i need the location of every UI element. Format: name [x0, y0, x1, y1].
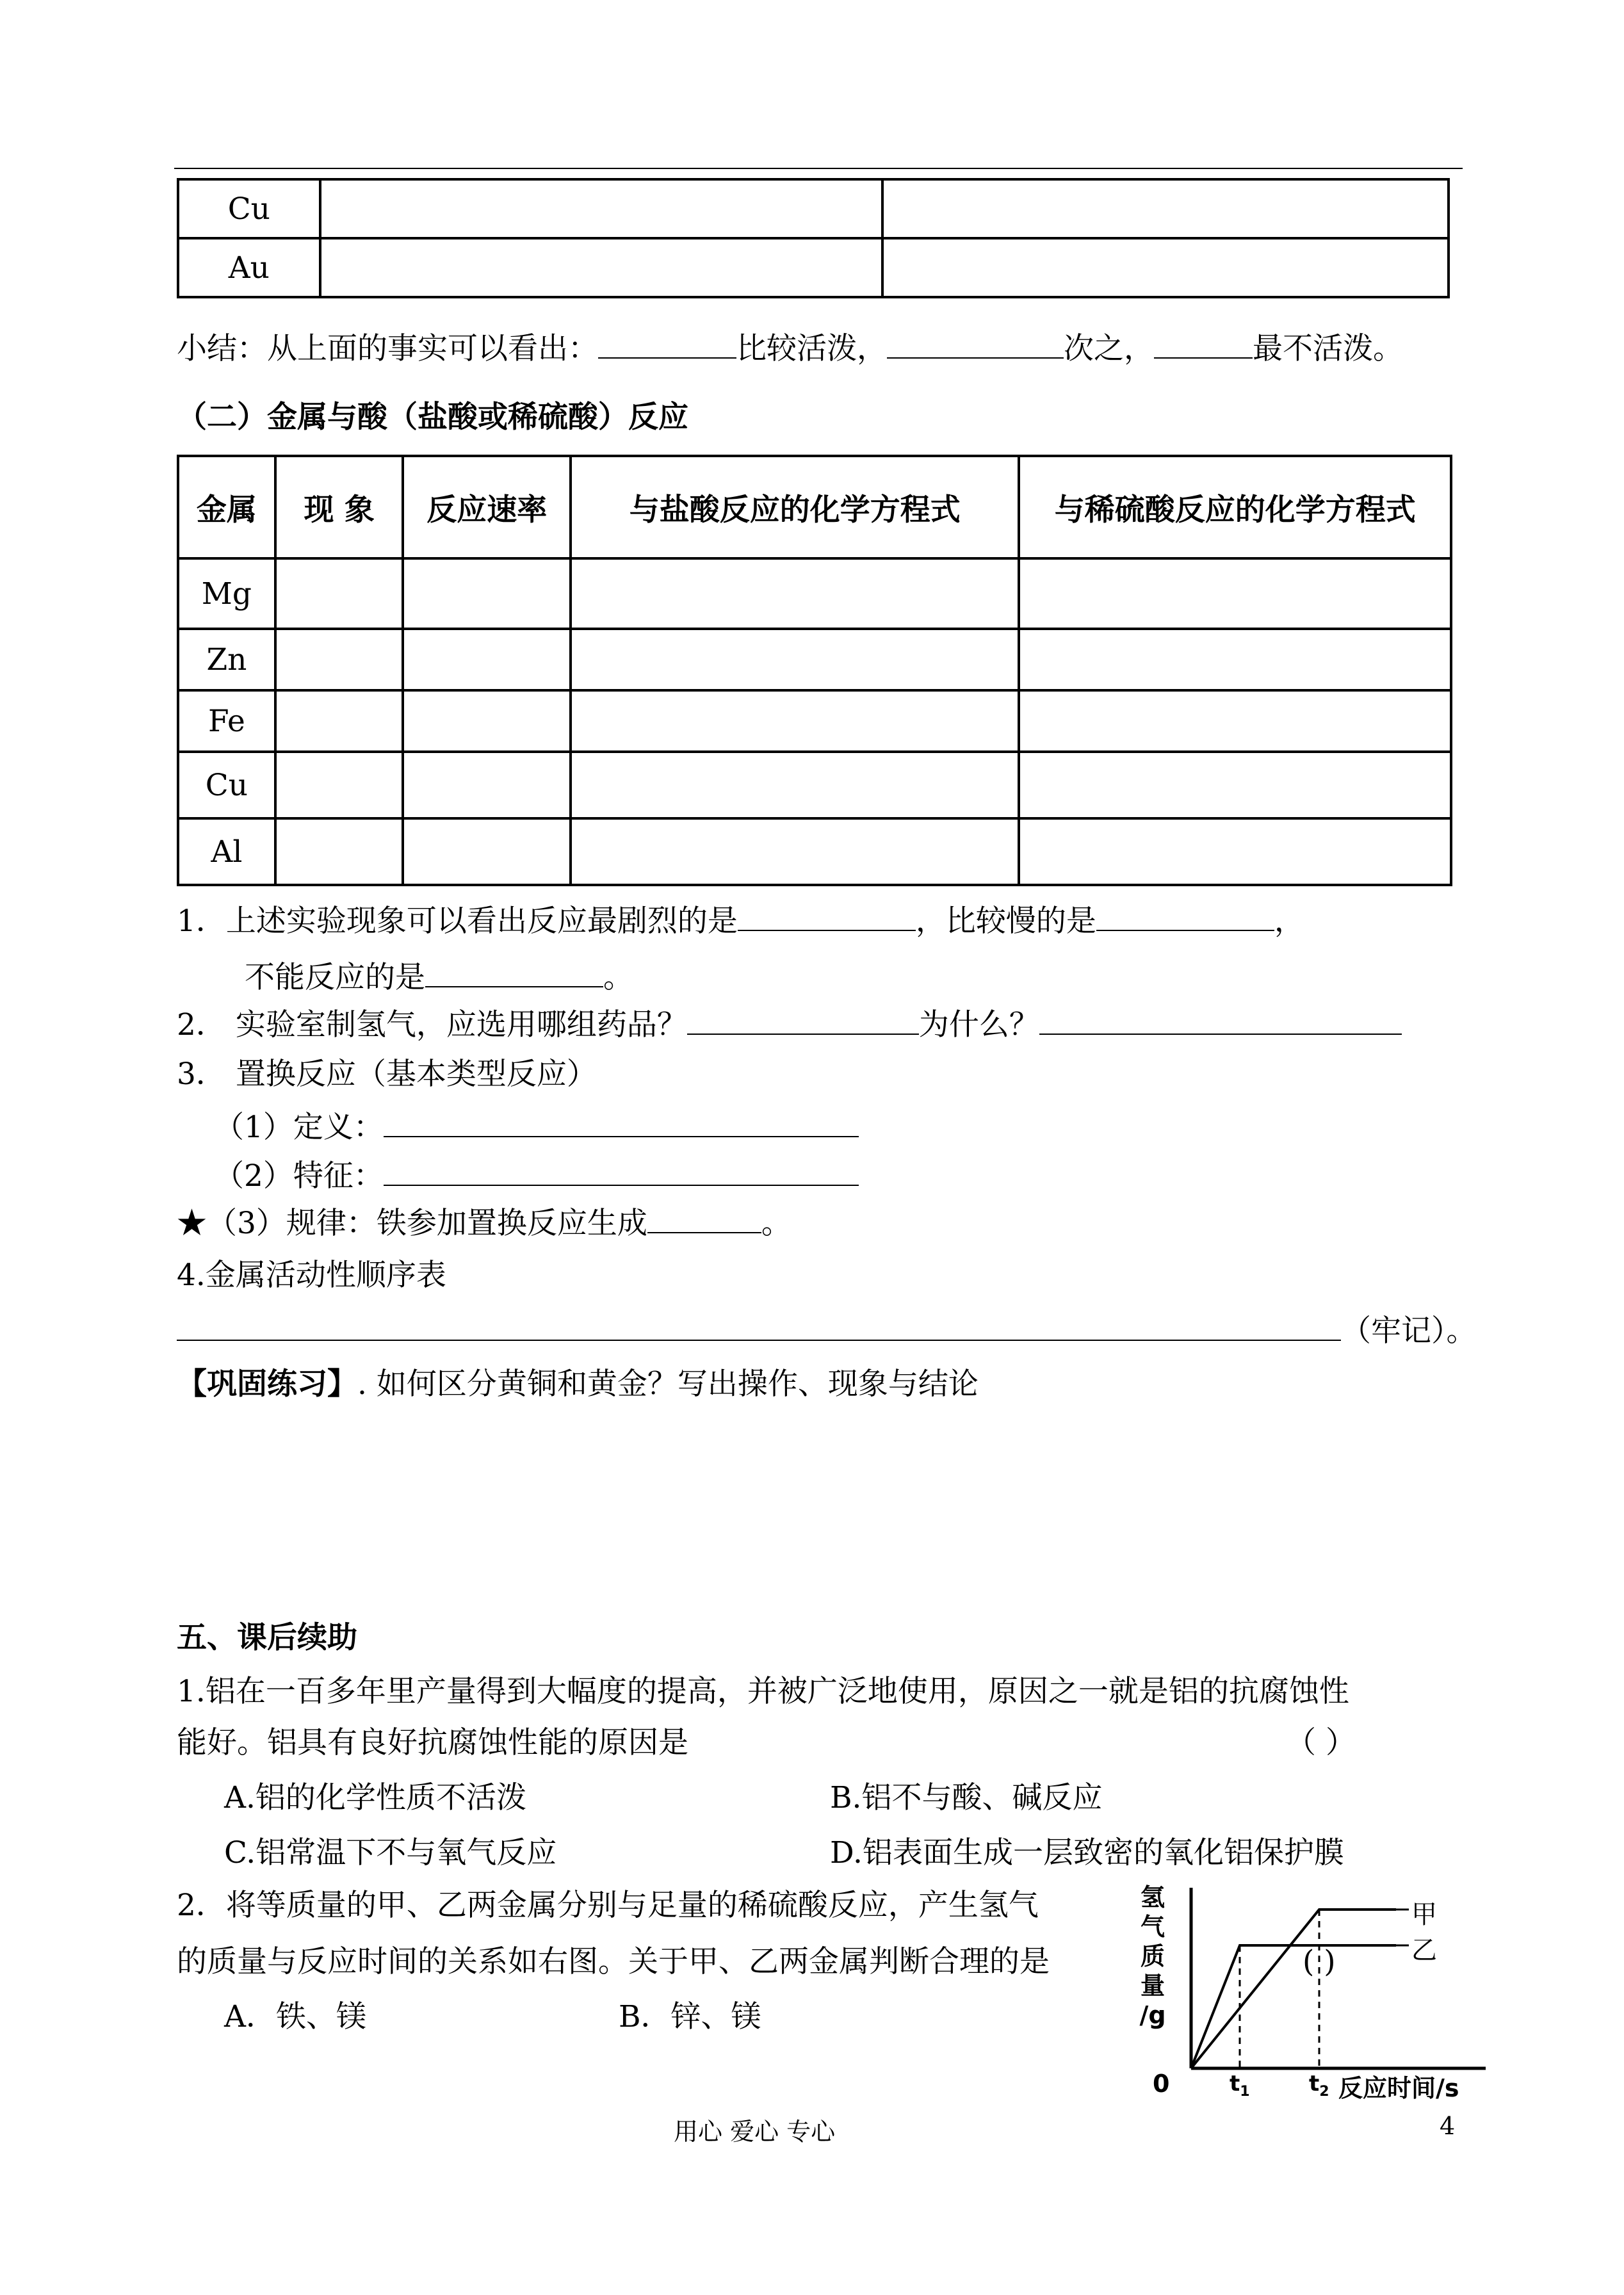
question-1-cont: 不能反应的是 。 [245, 958, 633, 996]
table-row [178, 818, 1451, 885]
top-table [177, 178, 1450, 298]
s5-question-2-line2: 的质量与反应时间的关系如右图。关于甲、乙两金属判断合理的是 [177, 1944, 1050, 1979]
metal-cell: Zn [178, 629, 275, 690]
graph-t1-label: $t_1$ [1230, 2071, 1250, 2100]
header-hcl-equation: 与盐酸反应的化学方程式 [571, 456, 1019, 558]
graph-t2-label: $t_2$ [1309, 2071, 1329, 2100]
s5-question-2-answer: ( ) [1303, 1944, 1336, 1979]
s5-option-b: B.铝不与酸、碱反应 [830, 1780, 1103, 1815]
table-row [178, 629, 1451, 690]
s5-question-1-line2: 能好。铝具有良好抗腐蚀性能的原因是 [177, 1725, 688, 1760]
s5-question-2-line1: 2．将等质量的甲、乙两金属分别与足量的稀硫酸反应，产生氢气 [177, 1888, 1039, 1923]
table-header-row [178, 456, 1451, 558]
header-h2so4-equation: 与稀硫酸反应的化学方程式 [1019, 456, 1451, 558]
s5-option-a: A.铝的化学性质不活泼 [224, 1780, 526, 1815]
question-3-feature: （2）特征： [214, 1156, 859, 1194]
s5-q2-option-a: A．铁、镁 [224, 1999, 366, 2034]
s5-question-1-line1: 1.铝在一百多年里产量得到大幅度的提高，并被广泛地使用，原因之一就是铝的抗腐蚀性 [177, 1674, 1349, 1709]
question-1: 1．上述实验现象可以看出反应最剧烈的是 ，比较慢的是 ， [177, 902, 1304, 939]
graph-origin: 0 [1153, 2070, 1170, 2098]
series-jia-label: 甲 [1411, 1900, 1437, 1929]
s5-question-1-answer: （ ） [1286, 1725, 1356, 1760]
practice-question: 【巩固练习】. 如何区分黄铜和黄金？写出操作、现象与结论 [177, 1366, 978, 1402]
s5-q2-option-b: B．锌、镁 [619, 1999, 761, 2034]
metal-cell: Mg [178, 558, 275, 629]
metal-cell: Cu [178, 179, 320, 238]
header-metal: 金属 [178, 456, 275, 558]
table-row [178, 690, 1451, 752]
section5-title: 五、课后续助 [177, 1620, 357, 1655]
question-4: 4.金属活动性顺序表 [177, 1258, 446, 1293]
graph-svg [1127, 1883, 1498, 2100]
series-yi-line [1191, 1945, 1396, 2068]
metal-cell: Fe [178, 690, 275, 752]
header-rule [174, 168, 1463, 169]
header-rate: 反应速率 [403, 456, 571, 558]
s5-option-d: D.铝表面生成一层致密的氧化铝保护膜 [830, 1835, 1344, 1870]
table-row [178, 558, 1451, 629]
question-3-definition: （1）定义： [214, 1108, 859, 1146]
footer-motto: 用心 爱心 专心 [674, 2118, 836, 2146]
table-row [178, 238, 1449, 297]
question-3-rule: ★（3）规律：铁参加置换反应生成 。 [177, 1204, 792, 1242]
metal-cell: Al [178, 818, 275, 885]
question-4-line: （牢记）。 [177, 1311, 1477, 1349]
acid-table [177, 455, 1452, 886]
table-row [178, 752, 1451, 818]
metal-cell: Au [178, 238, 320, 297]
series-yi-label: 乙 [1411, 1936, 1437, 1965]
summary-line: 小结：从上面的事实可以看出： 比较活泼， 次之， 最不活泼。 [177, 329, 1403, 367]
s5-option-c: C.铝常温下不与氧气反应 [224, 1835, 557, 1870]
question-3: 3． 置换反应（基本类型反应） [177, 1057, 597, 1092]
header-phenomenon: 现 象 [275, 456, 403, 558]
table-row [178, 179, 1449, 238]
graph-xlabel: 反应时间/s [1338, 2074, 1459, 2102]
graph-ylabel: 氢 气 质 量 /g [1139, 1883, 1166, 2029]
hydrogen-graph [1127, 1883, 1498, 2100]
metal-cell: Cu [178, 752, 275, 818]
page-number: 4 [1440, 2112, 1456, 2140]
question-2: 2． 实验室制氢气，应选用哪组药品？ 为什么？ [177, 1005, 1402, 1043]
section2-title: （二）金属与酸（盐酸或稀硫酸）反应 [177, 400, 688, 435]
